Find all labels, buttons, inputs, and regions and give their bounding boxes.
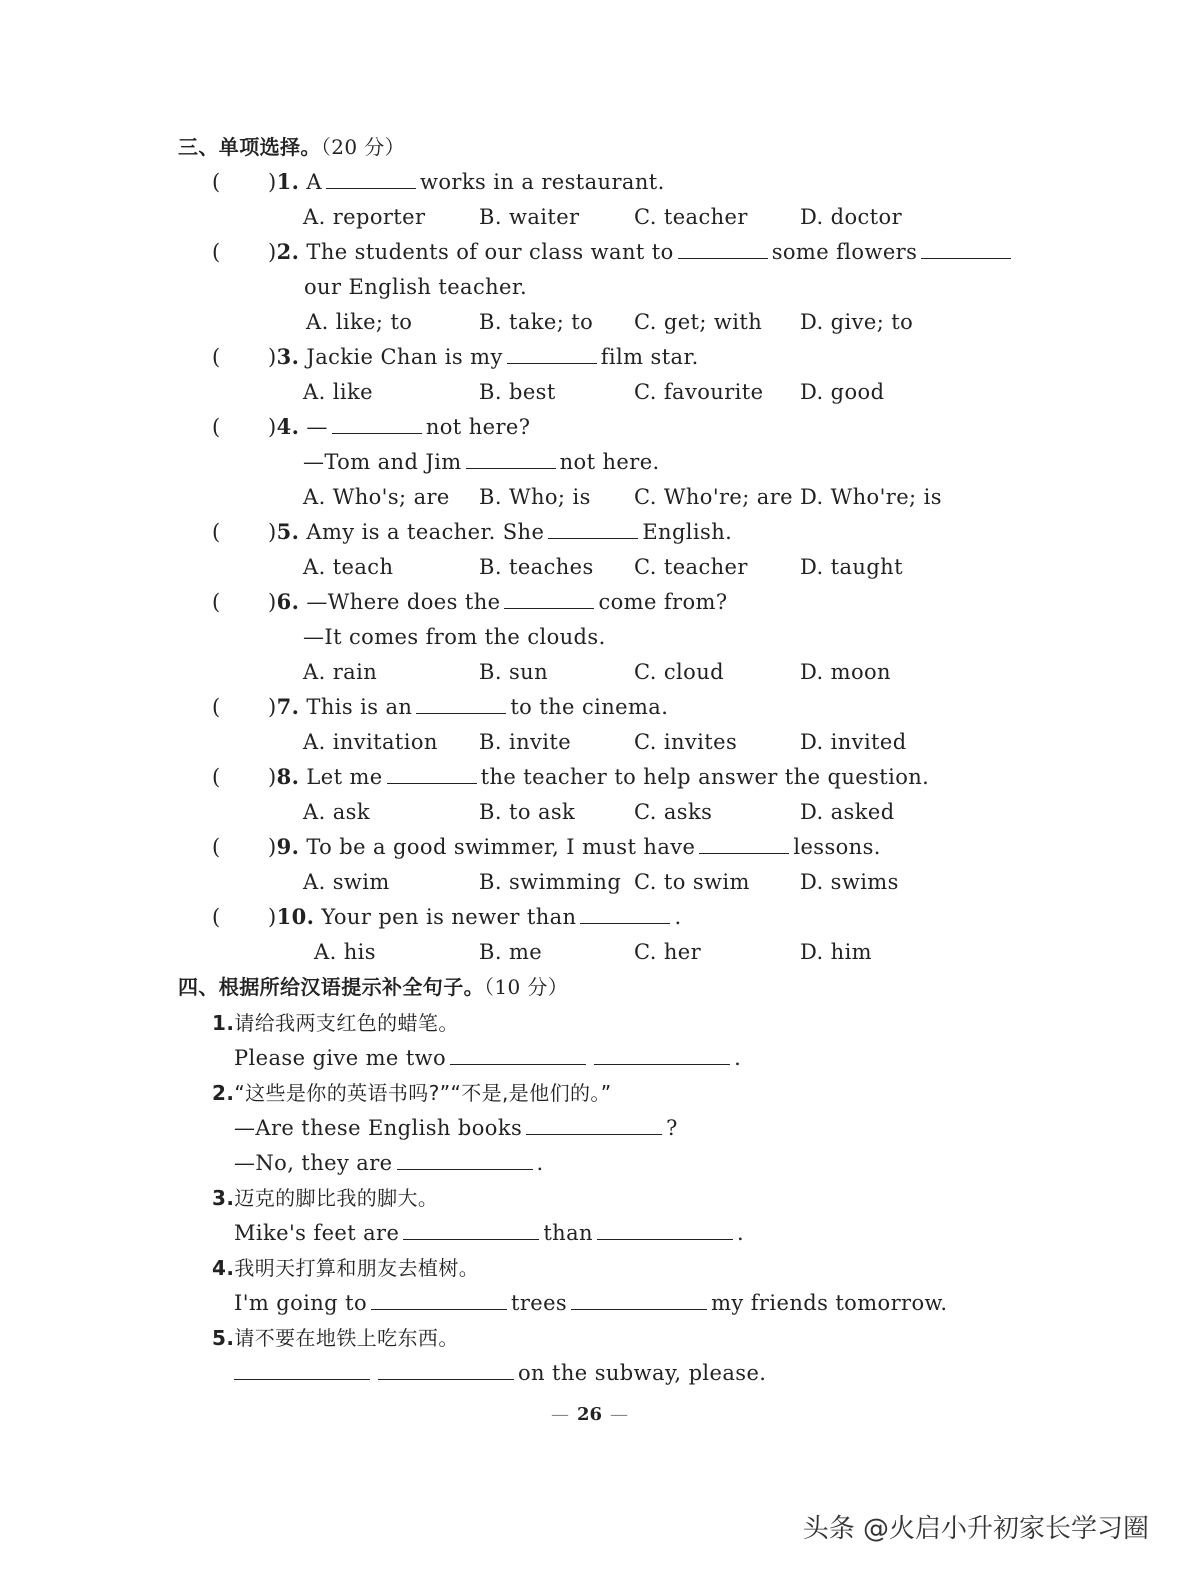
q-text: Let me [306, 765, 383, 789]
q-text: some flowers [771, 240, 918, 264]
q-text: film star. [600, 345, 699, 369]
q-text: Amy is a teacher. She [306, 520, 545, 544]
item-text: Please give me two [234, 1046, 447, 1070]
item-text: . [736, 1221, 745, 1245]
answer-paren[interactable]: ( [212, 240, 221, 264]
item-text: —No, they are [234, 1151, 393, 1175]
option-a: A. teach [303, 555, 394, 579]
translation-item-4-prompt [212, 1253, 479, 1283]
item-chinese: 迈克的脚比我的脚大。 [234, 1186, 439, 1210]
q-text: A [306, 170, 322, 194]
watermark: 头条 @火启小升初家长学习圈 [802, 1514, 1149, 1544]
option-d: D. give; to [800, 310, 914, 334]
option-b: B. swimming [479, 870, 622, 894]
option-c: C. get; with [634, 310, 763, 334]
answer-blank[interactable] [921, 238, 1011, 259]
translation-item-4-answer [234, 1288, 947, 1318]
option-c: C. asks [634, 800, 713, 824]
translation-item-5-prompt [212, 1323, 459, 1353]
translation-item-2-prompt [212, 1078, 612, 1108]
answer-blank[interactable] [403, 1219, 539, 1240]
translation-item-2-answer [234, 1113, 678, 1143]
item-num: 3. [212, 1186, 235, 1210]
answer-paren[interactable]: ( [212, 345, 221, 369]
option-a: A. his [314, 940, 376, 964]
option-a: A. like; to [306, 310, 413, 334]
option-b: B. sun [479, 660, 549, 684]
option-a: A. like [303, 380, 373, 404]
q-text: —Where does the [306, 590, 501, 614]
answer-paren[interactable]: ( [212, 520, 221, 544]
heading-text: 三、单项选择。 [178, 135, 321, 159]
option-d: D. good [800, 380, 885, 404]
option-a: A. ask [303, 800, 370, 824]
question-2: )2. The students of our class want to some flowers [268, 237, 1015, 267]
heading-points: （10 分） [484, 975, 569, 999]
answer-blank[interactable] [416, 693, 506, 714]
option-b: B. best [479, 380, 556, 404]
answer-paren[interactable]: ( [212, 170, 221, 194]
option-c: C. her [634, 940, 702, 964]
option-c: C. teacher [634, 205, 748, 229]
q-text: — [306, 415, 328, 439]
option-d: D. doctor [800, 205, 903, 229]
q-text: to the cinema. [510, 695, 669, 719]
heading-text: 四、根据所给汉语提示补全句子。 [178, 975, 484, 999]
answer-blank[interactable] [526, 1114, 662, 1135]
answer-blank[interactable] [571, 1289, 707, 1310]
question-3: )3. Jackie Chan is my film star. [268, 344, 699, 369]
translation-item-3-answer [234, 1218, 744, 1248]
option-a: A. invitation [303, 730, 438, 754]
question-1: )1. A works in a restaurant. [268, 169, 665, 194]
answer-blank[interactable] [597, 1219, 733, 1240]
answer-blank[interactable] [332, 413, 422, 434]
item-chinese: 请不要在地铁上吃东西。 [234, 1326, 459, 1350]
question-4-line2 [303, 447, 660, 477]
translation-item-1-prompt [212, 1008, 459, 1038]
option-d: D. Who're; is [800, 485, 942, 509]
option-a: A. reporter [303, 205, 426, 229]
question-7: )7. This is an to the cinema. [268, 694, 669, 719]
q-num: 10. [276, 904, 315, 929]
answer-blank[interactable] [580, 903, 670, 924]
option-b: B. Who; is [479, 485, 591, 509]
option-c: C. favourite [634, 380, 764, 404]
answer-blank[interactable] [466, 448, 556, 469]
q-text: not here. [559, 450, 660, 474]
option-c: C. cloud [634, 660, 724, 684]
section-3-heading [178, 132, 405, 162]
q-num: 8. [276, 764, 300, 789]
page-number: — 26 — [550, 1404, 629, 1425]
answer-blank[interactable] [594, 1044, 730, 1065]
q-text: To be a good swimmer, I must have [306, 835, 696, 859]
item-num: 4. [212, 1256, 235, 1280]
question-10: )10. Your pen is newer than . [268, 904, 682, 929]
q-text: works in a restaurant. [419, 170, 665, 194]
option-a: A. rain [303, 660, 378, 684]
item-text: than [543, 1221, 593, 1245]
item-chinese: 我明天打算和朋友去植树。 [234, 1256, 480, 1280]
option-b: B. to ask [479, 800, 576, 824]
option-b: B. take; to [479, 310, 594, 334]
answer-paren[interactable]: ( [212, 765, 221, 789]
option-d: D. him [800, 940, 872, 964]
question-6: )6. —Where does the come from? [268, 589, 728, 614]
q-text: come from? [598, 590, 728, 614]
q-text-cont: our English teacher. [304, 275, 528, 299]
heading-points: （20 分） [320, 135, 406, 159]
option-d: D. swims [800, 870, 899, 894]
q-text: —Tom and Jim [303, 450, 462, 474]
q-num: 9. [276, 834, 300, 859]
q-num: 1. [276, 169, 300, 194]
q-text: lessons. [793, 835, 881, 859]
q-num: 5. [276, 519, 300, 544]
translation-item-3-prompt [212, 1183, 438, 1213]
q-num: 2. [276, 239, 300, 264]
item-text: my friends tomorrow. [711, 1291, 948, 1315]
item-chinese: 请给我两支红色的蜡笔。 [234, 1011, 459, 1035]
item-num: 1. [212, 1011, 235, 1035]
q-text: Your pen is newer than [321, 905, 577, 929]
translation-item-1-answer [234, 1043, 741, 1073]
item-num: 2. [212, 1081, 235, 1105]
answer-paren[interactable]: ( [212, 835, 221, 859]
translation-item-5-answer [234, 1358, 766, 1388]
answer-paren[interactable]: ( [212, 590, 221, 614]
section-4-heading [178, 972, 568, 1002]
item-chinese: “这些是你的英语书吗?”“不是,是他们的。” [234, 1081, 612, 1105]
q-num: 4. [276, 414, 300, 439]
answer-blank[interactable] [548, 518, 638, 539]
option-a: A. swim [303, 870, 390, 894]
q-text: . [674, 905, 682, 929]
answer-blank[interactable] [397, 1149, 533, 1170]
item-text: Mike's feet are [234, 1221, 400, 1245]
answer-blank[interactable] [378, 1359, 514, 1380]
question-9: )9. To be a good swimmer, I must have lessons. [268, 834, 881, 859]
q-text: the teacher to help answer the question. [480, 765, 930, 789]
option-b: B. teaches [479, 555, 594, 579]
option-c: C. to swim [634, 870, 750, 894]
option-c: C. teacher [634, 555, 748, 579]
answer-blank[interactable] [507, 343, 597, 364]
answer-blank[interactable] [371, 1289, 507, 1310]
option-b: B. invite [479, 730, 572, 754]
q-num: 3. [276, 344, 300, 369]
answer-blank[interactable] [699, 833, 789, 854]
option-b: B. waiter [479, 205, 580, 229]
item-text: . [536, 1151, 544, 1175]
option-d: D. taught [800, 555, 903, 579]
q-num: 6. [276, 589, 300, 614]
answer-blank[interactable] [387, 763, 477, 784]
item-text: ? [666, 1116, 678, 1140]
question-5: )5. Amy is a teacher. She English. [268, 519, 733, 544]
page-number-text: 26 [576, 1404, 603, 1425]
option-a: A. Who's; are [303, 485, 450, 509]
answer-blank[interactable] [450, 1044, 586, 1065]
answer-blank[interactable] [326, 168, 416, 189]
item-text: I'm going to [234, 1291, 367, 1315]
answer-paren[interactable]: ( [212, 905, 221, 929]
q-text: English. [642, 520, 733, 544]
item-num: 5. [212, 1326, 235, 1350]
item-text: . [734, 1046, 742, 1070]
option-c: C. Who're; are [634, 485, 793, 509]
answer-blank[interactable] [234, 1359, 370, 1380]
answer-paren[interactable]: ( [212, 695, 221, 719]
question-6-line2: —It comes from the clouds. [303, 625, 606, 649]
option-c: C. invites [634, 730, 738, 754]
translation-item-2-answer-line2 [234, 1148, 544, 1178]
item-text: —Are these English books [234, 1116, 523, 1140]
answer-blank[interactable] [504, 588, 594, 609]
q-text: This is an [306, 695, 413, 719]
q-text: The students of our class want to [306, 240, 674, 264]
answer-blank[interactable] [678, 238, 768, 259]
option-d: D. moon [800, 660, 891, 684]
option-d: D. invited [800, 730, 907, 754]
option-b: B. me [479, 940, 543, 964]
answer-paren[interactable]: ( [212, 415, 221, 439]
item-text: on the subway, please. [518, 1361, 767, 1385]
option-d: D. asked [800, 800, 895, 824]
q-num: 7. [276, 694, 300, 719]
question-8: )8. Let me the teacher to help answer the question. [268, 764, 930, 789]
q-text: Jackie Chan is my [306, 345, 503, 369]
q-text: not here? [425, 415, 531, 439]
item-text: trees [510, 1291, 568, 1315]
question-4: )4. — not here? [268, 414, 531, 439]
